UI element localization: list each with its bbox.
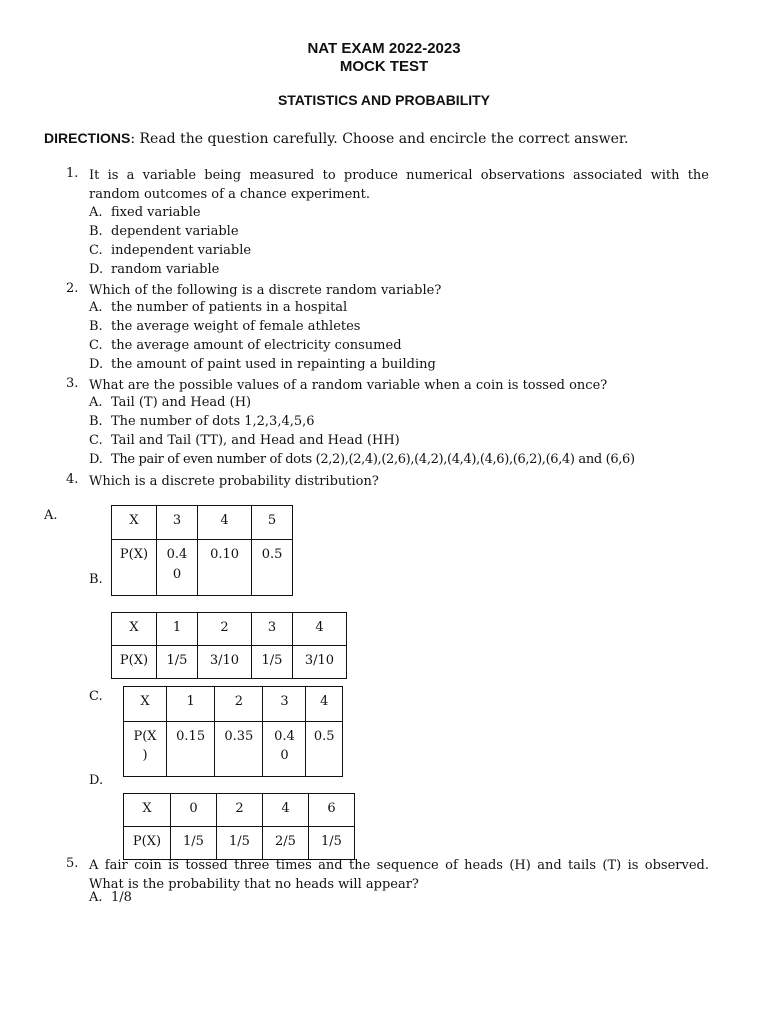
table-cell: 1: [157, 613, 198, 646]
option[interactable]: [89, 262, 219, 277]
option-text: the average weight of female athletes: [111, 319, 361, 334]
question-number: 1.: [66, 166, 79, 181]
table-cell: 0: [171, 794, 217, 827]
option-text: The number of dots 1,2,3,4,5,6: [111, 414, 315, 429]
option-text: 1/8: [111, 890, 132, 905]
table-cell: 6: [309, 794, 355, 827]
table-cell: 4: [292, 613, 346, 646]
distribution-table-d: [123, 793, 355, 860]
distribution-table-c: [123, 686, 343, 777]
question-text: Which is a discrete probability distribution?: [89, 474, 379, 489]
table-cell: 3/10: [197, 646, 251, 679]
option[interactable]: [89, 452, 635, 467]
table-cell: 1/5: [251, 646, 292, 679]
table-cell: X: [124, 687, 167, 722]
table-cell: 1/5: [157, 646, 198, 679]
directions-text: : Read the question carefully. Choose and encircle the correct answer.: [130, 131, 629, 147]
table-cell: 4: [306, 687, 343, 722]
option-letter: B.: [89, 319, 103, 334]
question-number: 5.: [66, 856, 79, 871]
option-text: Tail and Tail (TT), and Head and Head (HH): [111, 433, 400, 448]
question-text: What are the possible values of a random variable when a coin is tossed once?: [89, 378, 608, 393]
table-cell: 2: [217, 794, 263, 827]
table-cell: P(X): [112, 540, 157, 596]
option[interactable]: [89, 433, 400, 448]
option[interactable]: [89, 300, 347, 315]
option-text: random variable: [111, 262, 220, 277]
option-letter: B.: [89, 224, 103, 239]
table-cell: 3: [263, 687, 306, 722]
table-cell: 0.35: [215, 722, 263, 777]
distribution-table-a: [111, 505, 293, 596]
table-cell: 0.4 0: [263, 722, 306, 777]
option-letter: D.: [89, 262, 104, 277]
table-cell: 4: [263, 794, 309, 827]
option-letter: D.: [89, 357, 104, 372]
table-cell: 5: [252, 506, 293, 540]
table-cell: 2: [197, 613, 251, 646]
option-d-label[interactable]: D.: [89, 773, 104, 788]
table-cell: X: [124, 794, 171, 827]
option[interactable]: [89, 890, 132, 905]
option-text: fixed variable: [111, 205, 201, 220]
table-cell: 1/5: [309, 827, 355, 860]
table-cell: 1: [167, 687, 215, 722]
option-text: The pair of even number of dots (2,2),(2,4),(2,6),(4,2),(4,4),(4,6),(6,2),(6,4) and (6,6): [111, 452, 635, 467]
option-letter: D.: [89, 452, 103, 467]
table-cell: 0.5: [252, 540, 293, 596]
question-number: 3.: [66, 376, 79, 391]
question-text: Which of the following is a discrete random variable?: [89, 283, 442, 298]
option-text: the average amount of electricity consumed: [111, 338, 402, 353]
option[interactable]: [89, 205, 201, 220]
option-c-label[interactable]: C.: [89, 689, 103, 704]
subject-heading: STATISTICS AND PROBABILITY: [277, 92, 491, 108]
question-text: It is a variable being measured to produce numerical observations associated with the random outcomes of a chance experiment.: [89, 168, 709, 202]
table-cell: 0.4 0: [157, 540, 198, 596]
option-a-label[interactable]: A.: [44, 508, 58, 523]
option-letter: C.: [89, 338, 103, 353]
table-cell: P(X ): [124, 722, 167, 777]
option-letter: C.: [89, 243, 103, 258]
option[interactable]: [89, 395, 251, 410]
option-text: the amount of paint used in repainting a building: [111, 357, 436, 372]
table-cell: P(X): [112, 646, 157, 679]
table-cell: 0.5: [306, 722, 343, 777]
table-cell: 0.15: [167, 722, 215, 777]
question-number: 4.: [66, 472, 79, 487]
table-cell: 1/5: [217, 827, 263, 860]
directions: [44, 130, 629, 147]
question-number: 2.: [66, 281, 79, 296]
option-text: Tail (T) and Head (H): [111, 395, 252, 410]
option-letter: A.: [89, 395, 103, 410]
table-cell: 3/10: [292, 646, 346, 679]
option-b-label[interactable]: B.: [89, 572, 103, 587]
option-letter: B.: [89, 414, 103, 429]
question-text: A fair coin is tossed three times and the sequence of heads (H) and tails (T) is observed. What is the probability that no heads will appear?: [89, 858, 709, 892]
table-cell: 2/5: [263, 827, 309, 860]
exam-subtitle: MOCK TEST: [339, 58, 429, 75]
option-text: independent variable: [111, 243, 252, 258]
distribution-table-b: [111, 612, 347, 679]
table-cell: 2: [215, 687, 263, 722]
table-cell: P(X): [124, 827, 171, 860]
option-letter: A.: [89, 205, 103, 220]
table-cell: 0.10: [198, 540, 252, 596]
table-cell: X: [112, 506, 157, 540]
table-cell: 4: [198, 506, 252, 540]
option[interactable]: [89, 357, 436, 372]
directions-label: DIRECTIONS: [44, 130, 131, 146]
exam-title: NAT EXAM 2022-2023: [307, 40, 461, 57]
option[interactable]: [89, 319, 360, 334]
option-letter: A.: [89, 890, 103, 905]
option-letter: A.: [89, 300, 103, 315]
option-text: the number of patients in a hospital: [111, 300, 348, 315]
option[interactable]: [89, 224, 239, 239]
option[interactable]: [89, 243, 251, 258]
option[interactable]: [89, 338, 402, 353]
table-cell: 3: [157, 506, 198, 540]
table-cell: 1/5: [171, 827, 217, 860]
option-letter: C.: [89, 433, 103, 448]
table-cell: 3: [251, 613, 292, 646]
option[interactable]: [89, 414, 315, 429]
option-text: dependent variable: [111, 224, 239, 239]
table-cell: X: [112, 613, 157, 646]
